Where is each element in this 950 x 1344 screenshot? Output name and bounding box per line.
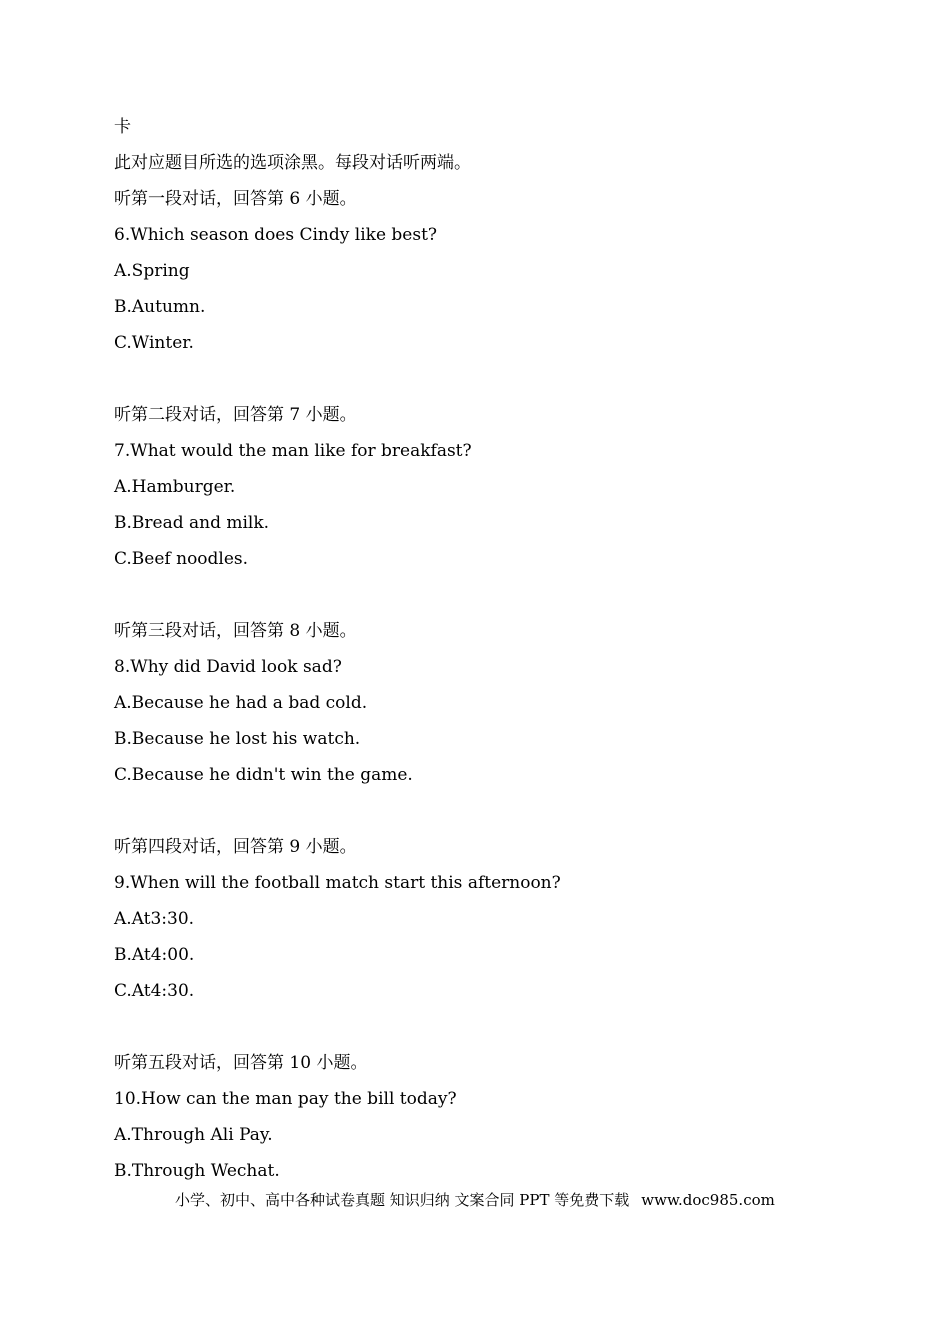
answer-option: C.Because he didn't win the game. <box>114 765 413 785</box>
answer-option: A.Through Ali Pay. <box>114 1125 273 1145</box>
section-spacer <box>114 364 834 400</box>
section-header: 听第二段对话，回答第 7 小题。 <box>114 405 357 425</box>
answer-option: C.At4:30. <box>114 981 195 1001</box>
footer-text: 小学、初中、高中各种试卷真题 知识归纳 文案合同 PPT 等免费下载 <box>175 1191 630 1209</box>
question-text: 10.How can the man pay the bill today? <box>114 1089 457 1109</box>
answer-option: C.Beef noodles. <box>114 549 249 569</box>
answer-option: B.Because he lost his watch. <box>114 729 361 749</box>
footer-url[interactable]: www.doc985.com <box>641 1191 775 1209</box>
page-footer <box>175 1188 775 1212</box>
section-1 <box>114 184 834 364</box>
section-3 <box>114 616 834 796</box>
question-text: 8.Why did David look sad? <box>114 657 342 677</box>
section-spacer <box>114 580 834 616</box>
question-text: 7.What would the man like for breakfast? <box>114 441 472 461</box>
document-body <box>114 112 834 1192</box>
section-spacer <box>114 796 834 832</box>
intro-instruction: 此对应题目所选的选项涂黑。每段对话听两端。 <box>114 153 471 173</box>
section-5 <box>114 1048 834 1192</box>
answer-option: B.At4:00. <box>114 945 195 965</box>
answer-option: A.Because he had a bad cold. <box>114 693 368 713</box>
section-spacer <box>114 1012 834 1048</box>
answer-option: A.At3:30. <box>114 909 195 929</box>
answer-option: B.Through Wechat. <box>114 1161 280 1181</box>
section-header: 听第四段对话，回答第 9 小题。 <box>114 837 357 857</box>
question-text: 9.When will the football match start this afternoon? <box>114 873 561 893</box>
answer-option: A.Hamburger. <box>114 477 236 497</box>
section-header: 听第三段对话，回答第 8 小题。 <box>114 621 357 641</box>
answer-option: B.Autumn. <box>114 297 206 317</box>
section-header: 听第一段对话，回答第 6 小题。 <box>114 189 357 209</box>
intro-fragment: 卡 <box>114 117 131 137</box>
section-header: 听第五段对话，回答第 10 小题。 <box>114 1053 368 1073</box>
answer-option: A.Spring <box>114 261 190 281</box>
question-text: 6.Which season does Cindy like best? <box>114 225 438 245</box>
section-4 <box>114 832 834 1012</box>
answer-option: B.Bread and milk. <box>114 513 270 533</box>
answer-option: C.Winter. <box>114 333 194 353</box>
section-2 <box>114 400 834 580</box>
